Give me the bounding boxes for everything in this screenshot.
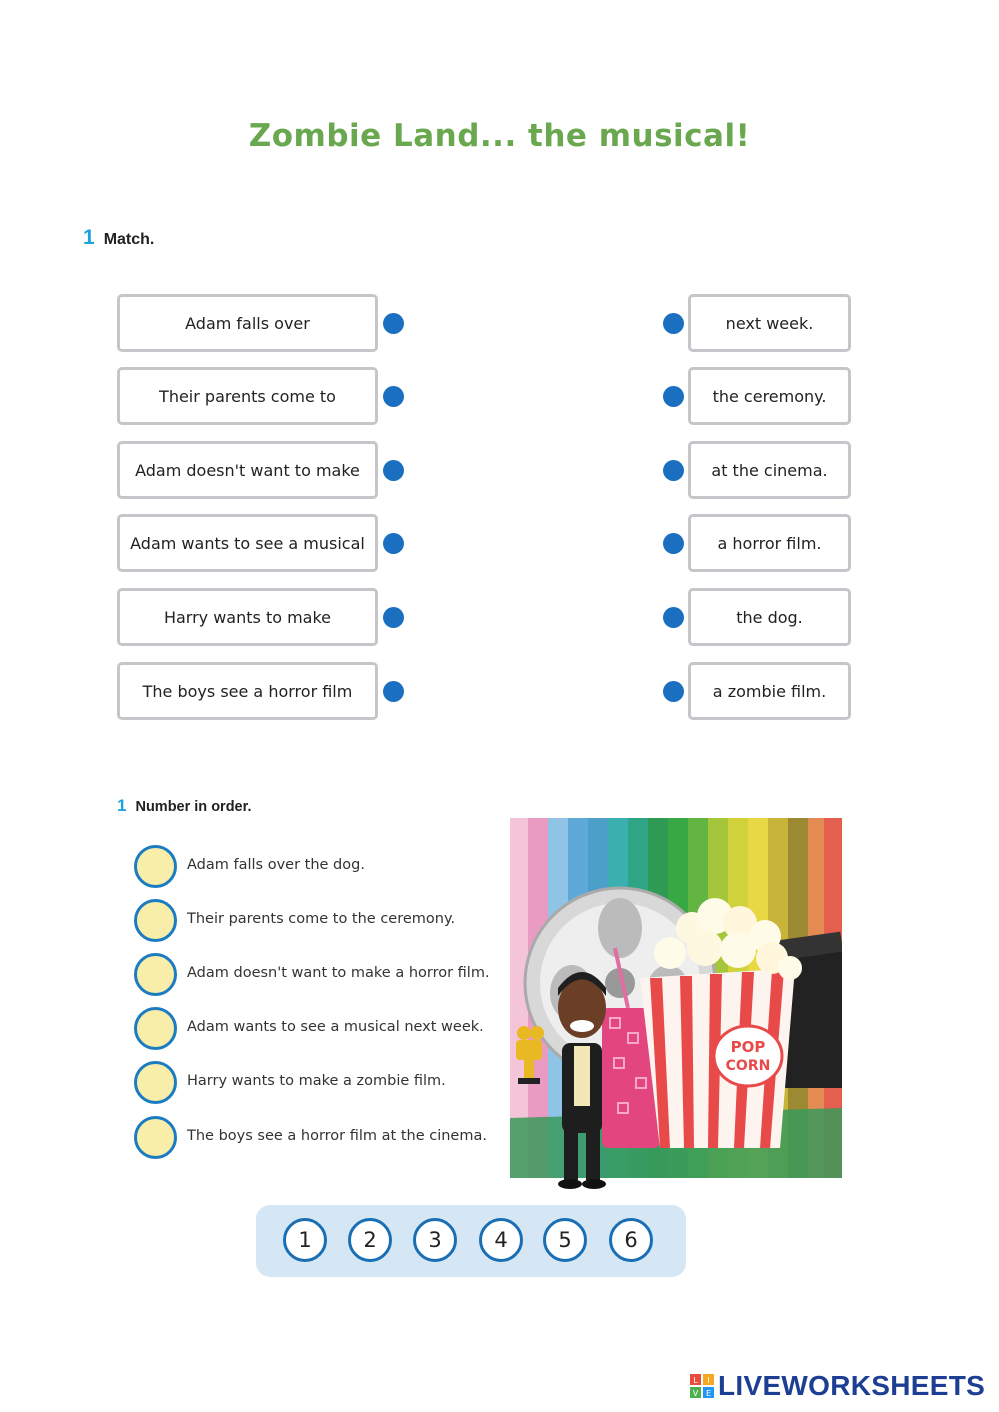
match-section-heading	[83, 226, 154, 250]
match-right-item: the dog.	[688, 588, 851, 646]
order-sentence: Adam doesn't want to make a horror film.	[187, 965, 490, 981]
match-right-item: at the cinema.	[688, 441, 851, 499]
order-sentence: The boys see a horror film at the cinema.	[187, 1128, 487, 1144]
logo-letter: L	[693, 1376, 698, 1385]
order-drop-circle[interactable]	[134, 1061, 177, 1104]
match-right-connector-dot[interactable]	[663, 533, 684, 554]
match-left-item: Their parents come to	[117, 367, 378, 425]
trophy-icon	[516, 1040, 542, 1060]
match-left-connector-dot[interactable]	[383, 533, 404, 554]
order-sentence: Adam wants to see a musical next week.	[187, 1019, 484, 1035]
order-section-heading	[117, 796, 252, 816]
order-drop-circle[interactable]	[134, 899, 177, 942]
section-label: Number in order.	[135, 799, 252, 815]
order-sentence: Their parents come to the ceremony.	[187, 911, 456, 927]
order-sentence: Adam falls over the dog.	[187, 857, 365, 873]
match-left-connector-dot[interactable]	[383, 607, 404, 628]
match-right-connector-dot[interactable]	[663, 313, 684, 334]
match-right-connector-dot[interactable]	[663, 607, 684, 628]
order-drop-circle[interactable]	[134, 845, 177, 888]
order-drop-circle[interactable]	[134, 1007, 177, 1050]
match-left-connector-dot[interactable]	[383, 460, 404, 481]
match-left-item: Harry wants to make	[117, 588, 378, 646]
match-left-connector-dot[interactable]	[383, 313, 404, 334]
number-option-3[interactable]: 3	[413, 1218, 457, 1262]
liveworksheets-logo-icon	[690, 1374, 714, 1398]
number-option-2[interactable]: 2	[348, 1218, 392, 1262]
popcorn-label-line2: CORN	[725, 1058, 771, 1074]
match-left-item: The boys see a horror film	[117, 662, 378, 720]
brand-name: LIVEWORKSHEETS	[718, 1370, 986, 1401]
number-option-5[interactable]: 5	[543, 1218, 587, 1262]
match-left-item: Adam wants to see a musical	[117, 514, 378, 572]
match-left-item: Adam doesn't want to make	[117, 441, 378, 499]
logo-letter: I	[707, 1376, 710, 1385]
match-right-connector-dot[interactable]	[663, 681, 684, 702]
number-option-1[interactable]: 1	[283, 1218, 327, 1262]
cinema-popcorn-illustration	[510, 818, 842, 1198]
section-number: 1	[117, 796, 127, 815]
match-right-item: a zombie film.	[688, 662, 851, 720]
order-drop-circle[interactable]	[134, 1116, 177, 1159]
popcorn-label-line1: POP	[730, 1038, 766, 1056]
match-left-connector-dot[interactable]	[383, 386, 404, 407]
section-label: Match.	[103, 231, 155, 248]
number-option-4[interactable]: 4	[479, 1218, 523, 1262]
order-drop-circle[interactable]	[134, 953, 177, 996]
match-right-item: the ceremony.	[688, 367, 851, 425]
logo-letter: E	[705, 1389, 712, 1398]
match-left-item: Adam falls over	[117, 294, 378, 352]
worksheet-title: Zombie Land... the musical!	[248, 118, 751, 154]
match-left-connector-dot[interactable]	[383, 681, 404, 702]
match-right-connector-dot[interactable]	[663, 460, 684, 481]
order-sentence: Harry wants to make a zombie film.	[187, 1073, 446, 1089]
liveworksheets-brand	[690, 1370, 985, 1402]
section-number: 1	[83, 226, 95, 249]
match-right-connector-dot[interactable]	[663, 386, 684, 407]
number-option-6[interactable]: 6	[609, 1218, 653, 1262]
logo-letter: V	[692, 1389, 699, 1398]
match-right-item: a horror film.	[688, 514, 851, 572]
match-right-item: next week.	[688, 294, 851, 352]
